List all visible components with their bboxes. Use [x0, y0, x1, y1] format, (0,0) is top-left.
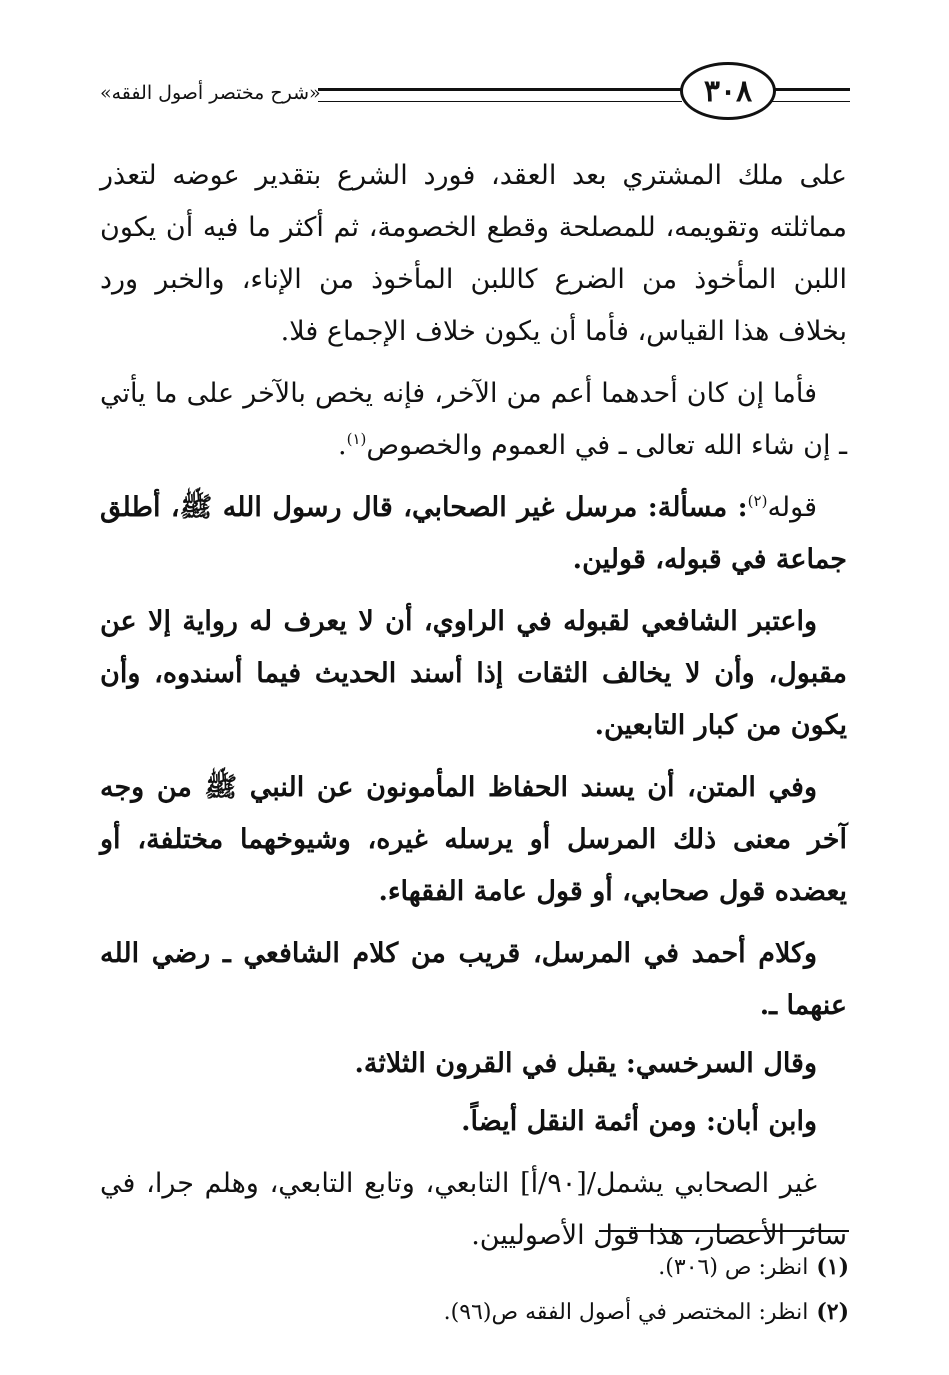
- page-header: [100, 62, 850, 126]
- header-rule: [318, 88, 682, 102]
- header-rule-right: [772, 88, 850, 102]
- paragraph-ahmad: وكلام أحمد في المرسل، قريب من كلام الشافعي ـ رضي الله عنهما ـ.: [100, 938, 847, 1021]
- footnote-number: (١): [816, 1254, 849, 1280]
- paragraph-lead: قوله: [767, 492, 817, 523]
- paragraph-text: : مسألة: مرسل غير الصحابي، قال رسول الله ﷺ، أطلق جماعة في قبوله، قولين.: [100, 492, 847, 575]
- paragraph-mursal-issue: [100, 482, 847, 586]
- footnote-divider: [599, 1230, 849, 1232]
- paragraph-shafii-conditions: واعتبر الشافعي لقبوله في الراوي، أن لا يعرف له رواية إلا عن مقبول، وأن لا يخالف الثقات إذا أسند الحديث فيما أسندوه، وأن يكون من كبار التابعين.: [100, 606, 847, 741]
- paragraph-milk-analogy: على ملك المشتري بعد العقد، فورد الشرع بتقدير عوضه لتعذر مماثلته وتقويمه، للمصلحة وقطع الخصومة، ثم أكثر ما فيه أن يكون اللبن المأخوذ من الضرع كاللبن المأخوذ من الإناء، والخبر ورد بخلاف هذا القياس، فأما أن يكون خلاف الإجماع فلا.: [100, 160, 847, 347]
- paragraph-general-specific: [100, 368, 847, 472]
- footnote-ref-1: (١): [346, 430, 367, 448]
- page-number: ٣٠٨: [680, 62, 776, 120]
- paragraph-text: فأما إن كان أحدهما أعم من الآخر، فإنه يخص بالآخر على ما يأتي ـ إن شاء الله تعالى ـ في العموم والخصوص: [100, 378, 847, 461]
- paragraph-end: .: [337, 430, 347, 461]
- footnote-number: (٢): [816, 1299, 849, 1325]
- footnote-2: [102, 1290, 849, 1335]
- paragraph-non-companion: غير الصحابي يشمل/[٩٠/أ] التابعي، وتابع التابعي، وهلم جرا، في سائر الأعصار، هذا قول الأصوليين.: [100, 1168, 847, 1251]
- paragraph-ibn-aban: وابن أبان: ومن أئمة النقل أيضاً.: [461, 1106, 817, 1137]
- paragraph-matn-conditions: وفي المتن، أن يسند الحفاظ المأمونون عن النبي ﷺ من وجه آخر معنى ذلك المرسل أو يرسله غيره، وشيوخهما مختلفة، أو يعضده قول صحابي، أو قول عامة الفقهاء.: [100, 772, 847, 907]
- footnotes: [102, 1245, 849, 1335]
- footnote-ref-2: (٢): [747, 492, 768, 510]
- paragraph-sarakhsi: وقال السرخسي: يقبل في القرون الثلاثة.: [354, 1048, 817, 1079]
- footnote-text: انظر: ص (٣٠٦).: [658, 1255, 809, 1280]
- footnote-1: [102, 1245, 849, 1290]
- footnote-text: انظر: المختصر في أصول الفقه ص(٩٦).: [443, 1300, 809, 1325]
- book-title: «شرح مختصر أصول الفقه»: [100, 82, 321, 104]
- main-text: [100, 150, 847, 1272]
